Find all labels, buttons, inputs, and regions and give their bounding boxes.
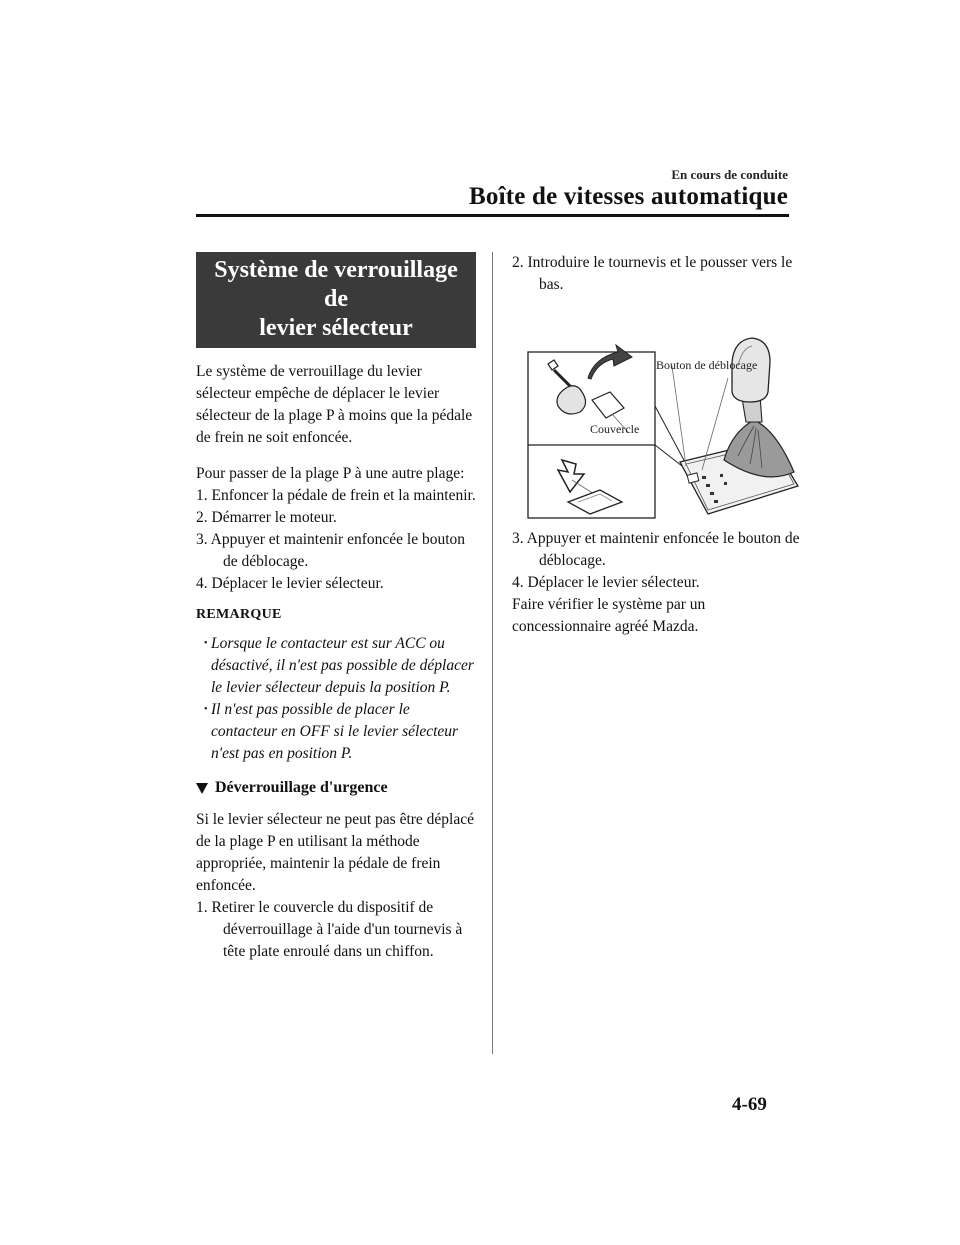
emergency-steps-list (196, 897, 476, 963)
bullet-dot-icon: • (204, 704, 208, 715)
steps-intro: Pour passer de la plage P à une autre plage: (196, 465, 465, 482)
step-item: 4. Déplacer le levier sélecteur. (196, 575, 384, 592)
label-cover: Couvercle (590, 422, 640, 436)
steps-list (196, 485, 476, 595)
triangle-down-icon (196, 783, 208, 794)
remark-title: REMARQUE (196, 607, 282, 622)
remark-item: • Lorsque le contacteur est sur ACC ou désactivé, il n'est pas possible de déplacer le levier sélecteur depuis la position P. (204, 635, 474, 696)
column-divider (492, 252, 493, 1054)
step-item: 2. Introduire le tournevis et le pousser vers le bas. (512, 254, 793, 293)
section-title-line1: Système de verrouillage de (214, 257, 458, 312)
header-rule (196, 214, 789, 217)
step-item: 2. Démarrer le moteur. (196, 509, 337, 526)
closing-paragraph: Faire vérifier le système par un concessionnaire agréé Mazda. (512, 596, 706, 635)
shift-lever-illustration (510, 304, 800, 522)
section-title-box (196, 252, 476, 348)
remark-item: • Il n'est pas possible de placer le contacteur en OFF si le levier sélecteur n'est pas en position P. (204, 701, 459, 762)
shift-lever-figure (510, 304, 800, 522)
emergency-heading (196, 779, 476, 797)
intro-paragraph: Le système de verrouillage du levier sélecteur empêche de déplacer le levier sélecteur de la plage P à moins que la pédale de frein ne soit enfoncée. (196, 363, 473, 446)
label-button: Bouton de déblocage (656, 358, 758, 372)
page-number: 4-69 (732, 1094, 767, 1115)
emergency-title: Déverrouillage d'urgence (215, 779, 388, 796)
left-column (196, 252, 476, 963)
step-item: 1. Retirer le couvercle du dispositif de déverrouillage à l'aide d'un tournevis à tête plate enroulé dans un chiffon. (196, 899, 463, 960)
section-header-title: Boîte de vitesses automatique (469, 183, 788, 210)
step-item: 3. Appuyer et maintenir enfoncée le bouton de déblocage. (512, 530, 800, 569)
right-column (512, 252, 802, 638)
bullet-dot-icon: • (204, 638, 208, 649)
step-item: 1. Enfoncer la pédale de frein et la maintenir. (196, 487, 476, 504)
section-title-line2: levier sélecteur (259, 315, 413, 341)
step-item: 3. Appuyer et maintenir enfoncée le bouton de déblocage. (196, 531, 466, 570)
chapter-name: En cours de conduite (671, 167, 788, 182)
step-item: 4. Déplacer le levier sélecteur. (512, 574, 700, 591)
emergency-intro: Si le levier sélecteur ne peut pas être déplacé de la plage P en utilisant la méthode appropriée, maintenir la pédale de frein enfoncée. (196, 811, 475, 894)
remark-list (196, 633, 476, 765)
